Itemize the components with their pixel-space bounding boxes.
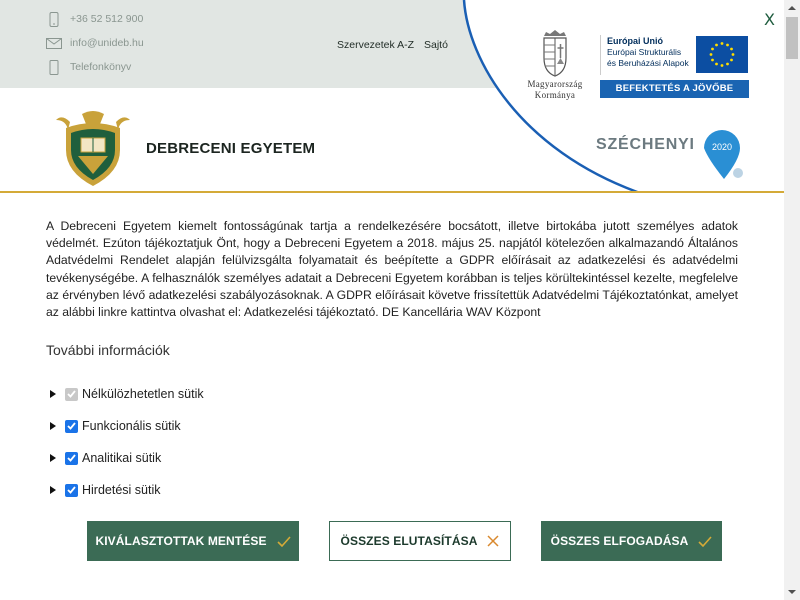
mail-icon	[46, 35, 62, 51]
email-text: info@unideb.hu	[70, 37, 144, 49]
szechenyi-year: 2020	[711, 142, 733, 152]
save-selected-button[interactable]	[87, 521, 299, 561]
gov-logo-line-1: Magyarország	[527, 79, 583, 89]
expand-arrow-icon[interactable]	[50, 486, 56, 494]
close-button[interactable]: X	[764, 10, 775, 29]
nav-link-press[interactable]: Sajtó	[424, 39, 448, 51]
email-contact[interactable]	[46, 33, 144, 53]
university-crest-icon[interactable]	[52, 108, 134, 193]
advertising-cookies-checkbox[interactable]	[65, 484, 78, 497]
analytics-cookies-checkbox[interactable]	[65, 452, 78, 465]
accept-all-button[interactable]	[541, 521, 722, 561]
eu-funds-logo	[600, 35, 750, 99]
check-icon	[277, 536, 291, 547]
phone-contact[interactable]	[46, 9, 143, 29]
eu-star	[721, 42, 724, 45]
eu-star	[732, 53, 735, 56]
cookie-category-essential[interactable]	[50, 385, 204, 403]
eu-star	[711, 48, 714, 51]
eu-star	[730, 48, 733, 51]
nav-link-organizations[interactable]: Szervezetek A-Z	[337, 39, 415, 51]
eu-logo-title: Európai Unió	[607, 36, 663, 46]
expand-arrow-icon[interactable]	[50, 422, 56, 430]
reject-all-label: ÖSSZES ELUTASÍTÁSA	[340, 534, 478, 548]
phonebook-text: Telefonkönyv	[70, 61, 132, 73]
eu-star	[726, 63, 729, 66]
more-info-heading: További információk	[46, 342, 170, 358]
expand-arrow-icon[interactable]	[50, 454, 56, 462]
header-divider	[0, 191, 784, 193]
eu-logo-subtitle-1: Európai Strukturális	[607, 47, 682, 57]
page-scrollbar[interactable]	[784, 0, 800, 600]
eu-star	[730, 59, 733, 62]
phonebook-link[interactable]	[46, 57, 131, 77]
cookie-category-label: Analitikai sütik	[82, 451, 162, 465]
cookie-category-label: Funkcionális sütik	[82, 419, 181, 433]
expand-arrow-icon[interactable]	[50, 390, 56, 398]
site-header	[0, 0, 784, 193]
eu-star	[711, 59, 714, 62]
eu-star	[726, 44, 729, 47]
eu-flag-icon	[696, 36, 748, 73]
coat-of-arms-icon	[514, 28, 596, 78]
cookie-category-functional[interactable]	[50, 417, 181, 435]
szechenyi-pin-icon	[596, 129, 746, 184]
cookie-category-label: Nélkülözhetetlen sütik	[82, 387, 204, 401]
eu-star	[715, 63, 718, 66]
essential-cookies-checkbox	[65, 388, 78, 401]
scroll-down-arrow-icon[interactable]	[784, 584, 800, 600]
cookie-category-label: Hirdetési sütik	[82, 483, 161, 497]
cookie-category-analytics[interactable]	[50, 449, 161, 467]
reject-all-button[interactable]	[329, 521, 511, 561]
phone-text: +36 52 512 900	[70, 13, 144, 25]
szechenyi-text: SZÉCHENYI	[596, 136, 695, 153]
privacy-intro-text: A Debreceni Egyetem kiemelt fontosságúnak tartja a rendelkezésére bocsátott, illetve birtokába jutott személyes adatok védelmét. Ezúton tájékoztatjuk Önt, hogy a Debreceni Egyetem a 2018. május 25. napjától kötelezően alkalmazandó Általános Adatvédelmi Rendelet alapján felülvizsgálta folyamatait és beépítette a GDPR előírásait az adatkezelési és adatvédelmi tevékenységébe. A felhasználók személyes adatait a Debreceni Egyetem korábban is teljes körültekintéssel kezelte, megfelelve az érvényben lévő adatkezelési szabályozásoknak. A GDPR előírásait követve frissítettük Adatvédelmi Tájékoztatónkat, amelyet az alábbi linkre kattintva olvashat el: Adatkezelési tájékoztató. DE Kancellária WAV Központ	[46, 219, 738, 320]
university-name[interactable]: DEBRECENI EGYETEM	[146, 140, 316, 157]
accept-all-label: ÖSSZES ELFOGADÁSA	[550, 534, 689, 548]
cookie-category-advertising[interactable]	[50, 481, 161, 499]
check-icon	[698, 536, 712, 547]
eu-star	[721, 64, 724, 67]
eu-star	[715, 44, 718, 47]
eu-star	[710, 53, 713, 56]
eu-logo-slogan: BEFEKTETÉS A JÖVŐBE	[600, 80, 749, 98]
hungarian-government-logo	[514, 28, 596, 102]
scrollbar-thumb[interactable]	[786, 17, 798, 59]
functional-cookies-checkbox[interactable]	[65, 420, 78, 433]
phone-icon	[46, 11, 62, 27]
cross-icon	[487, 535, 499, 547]
phonebook-icon	[46, 59, 62, 75]
gov-logo-line-2: Kormánya	[534, 90, 576, 100]
save-selected-label: KIVÁLASZTOTTAK MENTÉSE	[95, 534, 267, 548]
scroll-up-arrow-icon[interactable]	[784, 0, 800, 16]
eu-logo-subtitle-2: és Beruházási Alapok	[607, 57, 689, 68]
